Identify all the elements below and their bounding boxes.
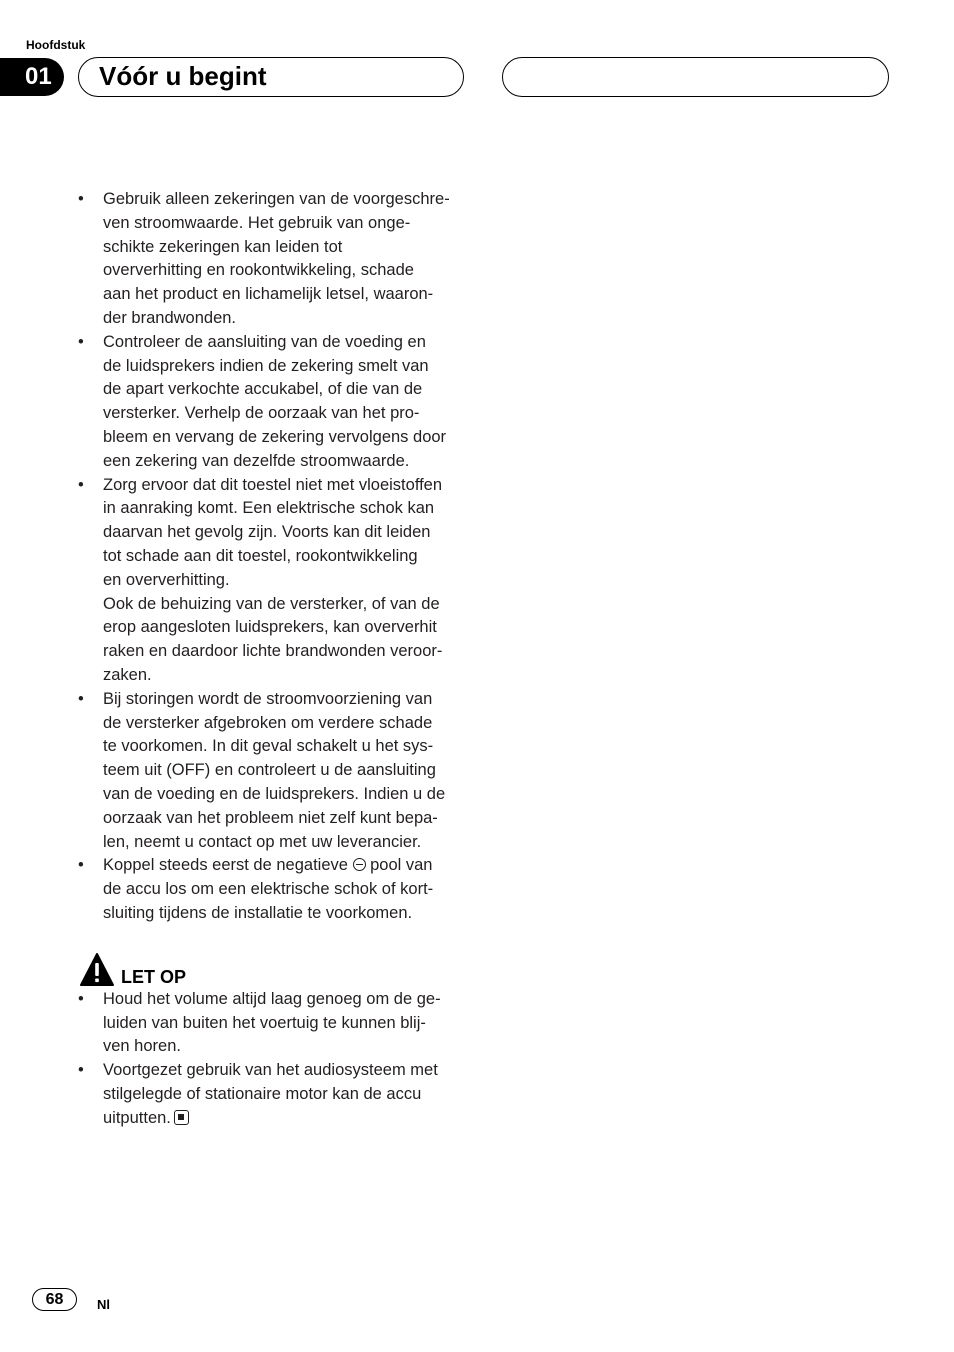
bullet-text [103,1059,468,1130]
warning-list [78,988,468,1131]
chapter-title: Vóór u begint [99,61,267,91]
bullet-list [78,188,468,926]
list-item [78,688,468,855]
chapter-number-tab: 01 [0,58,64,96]
bullet-dot: • [78,856,84,875]
list-item [78,854,468,925]
list-item [78,331,468,474]
list-item [78,474,468,688]
chapter-title-box [78,57,464,97]
bullet-dot: • [78,332,84,351]
bullet-text-end: pool van de accu los om een elektrische schok of kort- sluiting tijdens de installatie te voorkomen. [103,856,434,922]
warning-triangle-icon [79,952,115,988]
bullet-text: Bij storingen wordt de stroomvoorziening van de versterker afgebroken om verdere schade te voorkomen. In dit geval schakelt u het sys- teem uit (OFF) en controleert u de aansluiting van de voeding en de luidsprekers. Indien u de oorzaak van het probleem niet zelf kunt bepa- len, neemt u contact op met uw leverancier. [103,689,446,851]
end-of-section-icon [174,1110,189,1125]
list-item [78,1059,468,1130]
negative-terminal-icon [353,858,366,871]
bullet-text-start: Koppel steeds eerst de negatieve [103,856,353,875]
section-title-box-empty [502,57,889,97]
page-number: 68 [32,1288,77,1311]
list-item [78,988,468,1059]
bullet-dot: • [78,475,84,494]
bullet-dot: • [78,1061,84,1080]
warning-title: LET OP [121,966,187,987]
bullet-text [103,854,468,925]
bullet-text: Gebruik alleen zekeringen van de voorgeschre- ven stroomwaarde. Het gebruik van onge- schikte zekeringen kan leiden tot oververhitting en rookontwikkeling, schade aan het product en lichamelijk letsel, waaron- der brandwonden. [103,190,450,327]
chapter-label: Hoofdstuk [26,38,86,52]
main-content [78,188,468,1130]
bullet-text-continued: Ook de behuizing van de versterker, of van de erop aangesloten luidsprekers, kan oververhit raken en daardoor lichte brandwonden veroor- zaken. [103,594,443,684]
bullet-dot: • [78,190,84,208]
bullet-dot: • [78,689,84,708]
bullet-dot: • [78,989,84,1008]
bullet-text: Zorg ervoor dat dit toestel niet met vloeistoffen in aanraking komt. Een elektrische schok kan daarvan het gevolg zijn. Voorts kan dit leiden tot schade aan dit toestel, rookontwikkeling en oververhitting. [103,475,443,589]
warning-header [78,952,468,992]
bullet-text: Houd het volume altijd laag genoeg om de ge- luiden van buiten het voertuig te kunnen blij- ven horen. [103,989,441,1056]
list-item [78,188,468,331]
bullet-text-body: Voortgezet gebruik van het audiosysteem met stilgelegde of stationaire motor kan de accu uitputten. [103,1061,438,1127]
bullet-text: Controleer de aansluiting van de voeding en de luidsprekers indien de zekering smelt van de apart verkochte accukabel, of die van de versterker. Verhelp de oorzaak van het pro- bleem en vervang de zekering vervolgens door een zekering van dezelfde stroomwaarde. [103,332,447,470]
language-code: Nl [97,1297,110,1312]
